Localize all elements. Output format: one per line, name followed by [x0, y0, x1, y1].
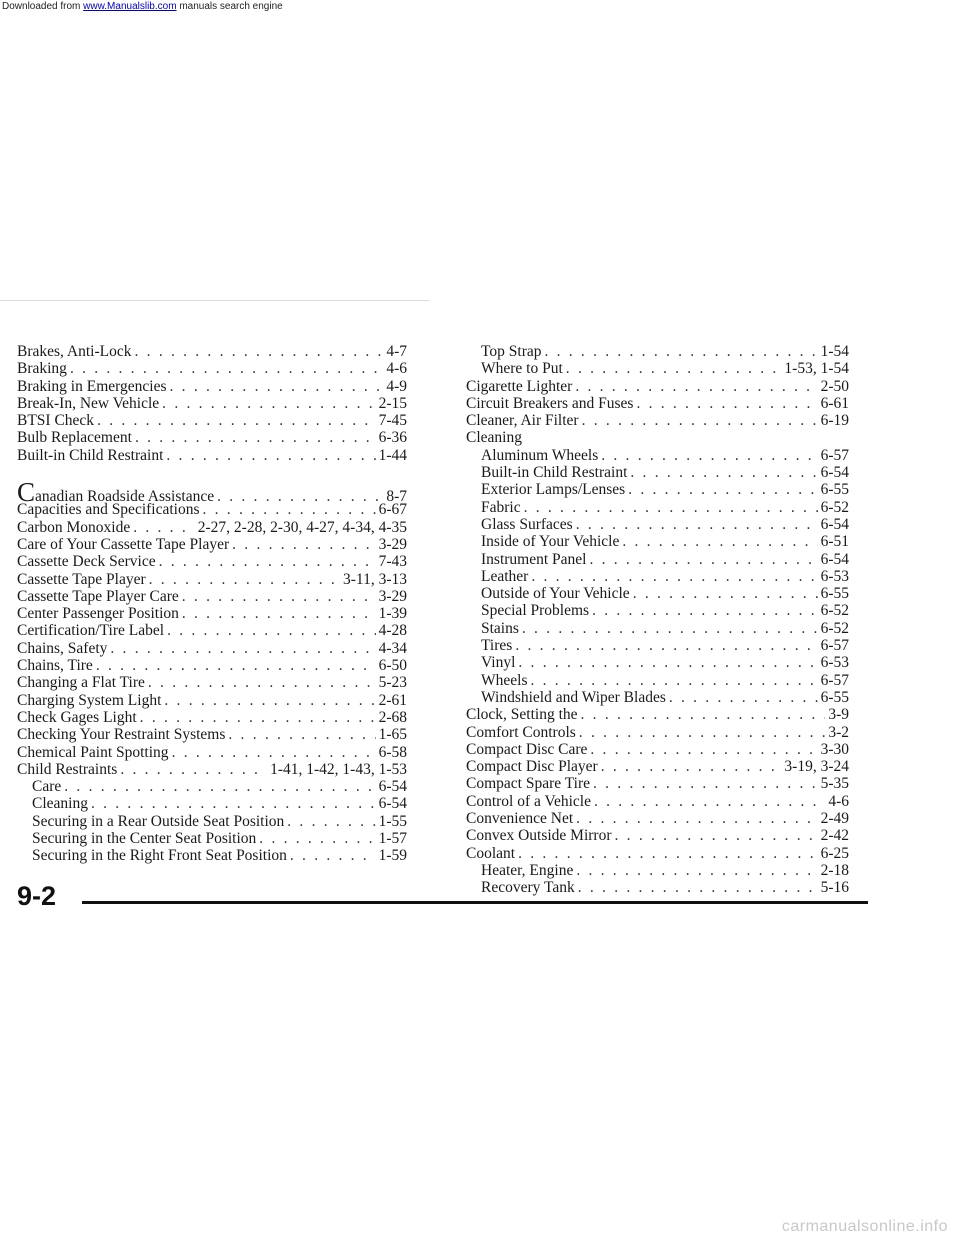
- index-entry-page: 1-65: [378, 726, 407, 744]
- index-entry-label: Clock, Setting the: [466, 706, 578, 724]
- dot-leader: [135, 343, 384, 360]
- page-number: 9-2: [17, 881, 57, 911]
- index-entry: [17, 709, 407, 726]
- index-entry: [17, 622, 407, 639]
- index-entry: [17, 536, 407, 553]
- index-entry: [17, 501, 407, 518]
- dot-leader: [578, 879, 818, 896]
- index-entry-label: Windshield and Wiper Blades: [481, 688, 666, 706]
- index-entry-label: Care of Your Cassette Tape Player: [17, 535, 230, 553]
- index-entry: [466, 602, 849, 619]
- dot-leader: [110, 640, 375, 657]
- dot-leader: [576, 862, 817, 879]
- index-entry: [17, 343, 407, 360]
- index-entry: [17, 378, 407, 395]
- dot-leader: [594, 793, 825, 810]
- index-entry-label: Control of a Vehicle: [466, 792, 591, 810]
- index-entry-page: 4-28: [378, 622, 407, 640]
- dot-leader: [70, 360, 383, 377]
- index-entry-page: 1-41, 1-42, 1-43, 1-53: [270, 760, 407, 778]
- index-column-right: [466, 343, 849, 897]
- dot-leader: [622, 533, 817, 550]
- dot-leader: [615, 827, 818, 844]
- index-entry-page: 6-54: [820, 550, 849, 568]
- index-entry-label: Check Gages Light: [17, 708, 137, 726]
- index-entry-label: Where to Put: [481, 360, 563, 378]
- index-entry-page: 2-68: [378, 708, 407, 726]
- index-entry-page: 6-53: [820, 654, 849, 672]
- index-entry-page: 6-54: [820, 515, 849, 533]
- index-entry-page: 3-9: [828, 706, 849, 724]
- index-entry-page: 1-44: [378, 446, 407, 464]
- dot-leader: [582, 412, 818, 429]
- index-entry-label: Instrument Panel: [481, 550, 587, 568]
- index-entry: [17, 429, 407, 446]
- index-entry-label: Coolant: [466, 844, 516, 862]
- index-entry: [466, 620, 849, 637]
- index-entry: [17, 412, 407, 429]
- index-entry-label: Bulb Replacement: [17, 429, 132, 447]
- dot-leader: [162, 395, 375, 412]
- index-entry-page: 6-67: [378, 501, 407, 519]
- index-entry: [17, 847, 407, 864]
- index-entry-label: Brakes, Anti-Lock: [17, 343, 132, 360]
- index-entry: [17, 588, 407, 605]
- dot-leader: [566, 360, 782, 377]
- drop-cap-rest: anadian Roadside Assistance: [35, 488, 215, 506]
- index-entry-label: Tires: [481, 637, 513, 655]
- index-entry-page: 3-30: [820, 740, 849, 758]
- index-entry: [466, 637, 849, 654]
- dot-leader: [601, 758, 782, 775]
- index-entry: [17, 674, 407, 691]
- index-entry-label: Center Passenger Position: [17, 605, 179, 623]
- index-entry: [466, 568, 849, 585]
- dot-leader: [259, 830, 375, 847]
- index-entry-page: 6-54: [378, 778, 407, 796]
- index-entry-page: 8-7: [386, 488, 407, 506]
- dot-leader: [576, 516, 818, 533]
- dot-leader: [581, 706, 826, 723]
- index-entry-page: 7-43: [378, 553, 407, 571]
- watermark: carmanualsonline.info: [781, 1218, 948, 1235]
- index-entry-label: Securing in the Right Front Seat Position: [32, 847, 287, 865]
- index-entry: [17, 571, 407, 588]
- index-entry-page: 2-42: [820, 827, 849, 845]
- index-entry-label: Cleaning: [32, 795, 88, 813]
- index-entry: [17, 519, 407, 536]
- letter-gap: [17, 464, 407, 484]
- index-entry: [466, 360, 849, 377]
- dot-leader: [630, 464, 817, 481]
- dot-leader: [96, 657, 376, 674]
- index-entry-label: Capacities and Specifications: [17, 501, 200, 519]
- dot-leader: [633, 585, 818, 602]
- index-entry: [466, 672, 849, 689]
- index-entry: [17, 360, 407, 377]
- index-entry-page: 5-23: [378, 674, 407, 692]
- index-entry: [466, 689, 849, 706]
- index-entry-page: 3-11, 3-13: [343, 570, 407, 588]
- dot-leader: [593, 775, 818, 792]
- index-entry-label: Care: [32, 778, 62, 796]
- index-entry: [17, 640, 407, 657]
- index-entry: [17, 744, 407, 761]
- dot-leader: [590, 741, 817, 758]
- index-column-left: [17, 343, 407, 865]
- index-entry-page: 3-29: [378, 535, 407, 553]
- dot-leader: [579, 724, 826, 741]
- banner-prefix: Downloaded from: [2, 1, 81, 12]
- index-entry-label: Convex Outside Mirror: [466, 827, 612, 845]
- index-entry-label: Convenience Net: [466, 810, 574, 828]
- index-entry-label: Compact Spare Tire: [466, 775, 590, 793]
- index-entry: [17, 657, 407, 674]
- index-entry-page: 5-35: [820, 775, 849, 793]
- dot-leader: [601, 447, 817, 464]
- index-entry: [466, 862, 849, 879]
- dot-leader: [290, 847, 376, 864]
- dot-leader: [518, 845, 817, 862]
- index-entry-label: Certification/Tire Label: [17, 622, 165, 640]
- index-entry-label: Top Strap: [481, 343, 542, 360]
- dot-leader: [182, 588, 376, 605]
- index-entry: [466, 793, 849, 810]
- dot-leader: [133, 519, 195, 536]
- index-entry: [466, 378, 849, 395]
- index-entry-page: 6-51: [820, 533, 849, 551]
- index-entry-label: Inside of Your Vehicle: [481, 533, 620, 551]
- dot-leader: [203, 501, 376, 518]
- dot-leader: [170, 378, 384, 395]
- index-entry: [466, 879, 849, 896]
- dot-leader: [164, 692, 375, 709]
- index-entry-label: Cassette Tape Player: [17, 570, 146, 588]
- index-entry-label: Braking in Emergencies: [17, 377, 167, 395]
- index-entry: [466, 551, 849, 568]
- index-entry-page: 6-58: [378, 743, 407, 761]
- index-entry-page: 1-59: [378, 847, 407, 865]
- index-entry-page: 1-39: [378, 605, 407, 623]
- index-entry-label: Securing in a Rear Outside Seat Position: [32, 812, 285, 830]
- dot-leader: [159, 553, 376, 570]
- index-entry-label: Break-In, New Vehicle: [17, 394, 160, 412]
- index-entry-label: Cigarette Lighter: [466, 377, 573, 395]
- index-entry-page: 3-29: [378, 587, 407, 605]
- index-entry-label: Stains: [481, 619, 519, 637]
- index-entry-page: 2-18: [820, 861, 849, 879]
- index-entry: [466, 481, 849, 498]
- index-entry-label: Changing a Flat Tire: [17, 674, 145, 692]
- index-entry-label: Carbon Monoxide: [17, 518, 131, 536]
- index-entry-page: 6-61: [820, 394, 849, 412]
- index-entry: [466, 533, 849, 550]
- index-entry: [17, 692, 407, 709]
- index-entry: [466, 464, 849, 481]
- index-entry-label: Circuit Breakers and Fuses: [466, 394, 634, 412]
- index-entry: [466, 395, 849, 412]
- banner-suffix: manuals search engine: [179, 1, 283, 12]
- index-entry-page: 6-53: [820, 567, 849, 585]
- dot-leader: [592, 602, 818, 619]
- index-entry: [466, 810, 849, 827]
- index-entry-page: 6-52: [820, 619, 849, 637]
- index-entry-page: 3-19, 3-24: [784, 758, 849, 776]
- index-entry: [17, 761, 407, 778]
- index-entry-page: 5-16: [820, 879, 849, 897]
- index-entry: [466, 758, 849, 775]
- dot-leader: [135, 429, 376, 446]
- index-entry: [17, 778, 407, 795]
- index-entry: [466, 516, 849, 533]
- index-entry-label: BTSI Check: [17, 412, 95, 430]
- dot-leader: [522, 620, 818, 637]
- index-entry: [17, 447, 407, 464]
- index-entry-label: Compact Disc Care: [466, 740, 588, 758]
- index-entry-page: 3-2: [828, 723, 849, 741]
- dot-leader: [589, 551, 817, 568]
- dot-leader: [636, 395, 817, 412]
- download-source-banner: [0, 0, 960, 14]
- index-entry-label: Child Restraints: [17, 760, 118, 778]
- dot-leader: [167, 622, 376, 639]
- index-entry: [466, 724, 849, 741]
- index-entry: [466, 706, 849, 723]
- index-entry-label: Braking: [17, 360, 67, 378]
- index-entry: [466, 654, 849, 671]
- index-entry-page: 6-55: [820, 688, 849, 706]
- dot-leader: [64, 778, 375, 795]
- dot-leader: [97, 412, 376, 429]
- dot-leader: [544, 343, 817, 360]
- index-entry-page: 4-6: [828, 792, 849, 810]
- index-entry: [17, 795, 407, 812]
- index-group-c: [17, 501, 407, 864]
- index-entry-page: 2-61: [378, 691, 407, 709]
- dot-leader: [531, 568, 817, 585]
- index-entry-label: Chains, Tire: [17, 657, 93, 675]
- index-entry-page: 1-53, 1-54: [784, 360, 849, 378]
- index-entry-page: 6-55: [820, 585, 849, 603]
- index-entry-label: Compact Disc Player: [466, 758, 598, 776]
- index-entry-page: 6-52: [820, 602, 849, 620]
- dot-leader: [148, 674, 376, 691]
- drop-cap-letter: C: [17, 477, 36, 508]
- dot-leader: [515, 637, 817, 654]
- dot-leader: [149, 571, 340, 588]
- index-entry-page: 4-7: [386, 343, 407, 360]
- dot-leader: [232, 536, 375, 553]
- index-entry-label: Vinyl: [481, 654, 516, 672]
- index-entry: [466, 412, 849, 429]
- dot-leader: [91, 795, 376, 812]
- dot-leader: [518, 654, 817, 671]
- index-entry-label: Built-in Child Restraint: [17, 446, 164, 464]
- dot-leader: [287, 813, 375, 830]
- index-entry-page: 2-27, 2-28, 2-30, 4-27, 4-34, 4-35: [197, 518, 407, 536]
- index-entry-page: 2-50: [820, 377, 849, 395]
- dot-leader: [166, 447, 375, 464]
- index-entry-page: 4-6: [386, 360, 407, 378]
- index-entry: [466, 827, 849, 844]
- index-entry: [466, 845, 849, 862]
- index-entry-page: 7-45: [378, 412, 407, 430]
- index-entry: [466, 343, 849, 360]
- index-entry-page: 6-54: [820, 464, 849, 482]
- index-entry-page: 2-49: [820, 810, 849, 828]
- index-entry-page: 6-19: [820, 412, 849, 430]
- index-entry: [466, 585, 849, 602]
- index-entry-page: 4-34: [378, 639, 407, 657]
- dot-leader: [524, 499, 818, 516]
- index-entry: [466, 429, 849, 446]
- index-entry-page: 6-36: [378, 429, 407, 447]
- footer-rule: [82, 901, 868, 904]
- top-divider: [0, 300, 430, 301]
- index-entry: [466, 499, 849, 516]
- index-entry-label: Chains, Safety: [17, 639, 108, 657]
- index-entry-label: Heater, Engine: [481, 861, 574, 879]
- index-entry: [17, 553, 407, 570]
- dot-leader: [228, 726, 375, 743]
- index-entry-label: Aluminum Wheels: [481, 446, 599, 464]
- index-entry-label: Glass Surfaces: [481, 515, 573, 533]
- index-entry-page: 6-57: [820, 637, 849, 655]
- manualslib-link[interactable]: www.Manualslib.com: [83, 1, 177, 12]
- index-entry-page: 6-57: [820, 446, 849, 464]
- index-entry-label: Checking Your Restraint Systems: [17, 726, 226, 744]
- index-entry-label: Recovery Tank: [481, 879, 575, 897]
- index-entry-label: Exterior Lamps/Lenses: [481, 481, 626, 499]
- dot-leader: [120, 761, 267, 778]
- dot-leader: [669, 689, 818, 706]
- index-entry: [17, 813, 407, 830]
- index-entry-page: 6-50: [378, 657, 407, 675]
- index-entry-page: 2-15: [378, 394, 407, 412]
- index-entry-page: 1-54: [820, 343, 849, 360]
- index-entry: [466, 741, 849, 758]
- index-entry-label: Cassette Deck Service: [17, 553, 156, 571]
- index-group-c-continued: [466, 343, 849, 897]
- index-entry-label: Outside of Your Vehicle: [481, 585, 630, 603]
- index-group-b: [17, 343, 407, 464]
- dot-leader: [530, 672, 817, 689]
- index-entry-page: 4-9: [386, 377, 407, 395]
- index-entry: [17, 830, 407, 847]
- index-entry-label: Charging System Light: [17, 691, 162, 709]
- dot-leader: [182, 605, 376, 622]
- index-entry: [17, 726, 407, 743]
- index-entry-label: Leather: [481, 567, 529, 585]
- index-entry-page: 6-54: [378, 795, 407, 813]
- index-entry: [17, 605, 407, 622]
- index-entry-page: 6-52: [820, 498, 849, 516]
- index-entry-label: Cassette Tape Player Care: [17, 587, 179, 605]
- index-entry-label: Built-in Child Restraint: [481, 464, 628, 482]
- index-entry: [466, 447, 849, 464]
- dot-leader: [576, 810, 817, 827]
- index-entry-label: Wheels: [481, 671, 528, 689]
- dot-leader: [172, 744, 376, 761]
- index-entry: [466, 775, 849, 792]
- index-entry-label: Special Problems: [481, 602, 590, 620]
- index-entry-page: 1-57: [378, 830, 407, 848]
- index-entry-label: Securing in the Center Seat Position: [32, 830, 257, 848]
- index-entry-label: Comfort Controls: [466, 723, 576, 741]
- index-entry-page: 6-55: [820, 481, 849, 499]
- index-entry: [17, 477, 407, 508]
- index-entry-label: Cleaning: [466, 429, 522, 447]
- dot-leader: [628, 481, 817, 498]
- dot-leader: [140, 709, 376, 726]
- index-entry: [17, 395, 407, 412]
- index-entry-page: 6-25: [820, 844, 849, 862]
- index-entry-label: Cleaner, Air Filter: [466, 412, 579, 430]
- index-entry-page: 1-55: [378, 812, 407, 830]
- index-entry-label: Chemical Paint Spotting: [17, 743, 169, 761]
- index-entry-page: 6-57: [820, 671, 849, 689]
- index-entry-label: Fabric: [481, 498, 521, 516]
- dot-leader: [575, 378, 817, 395]
